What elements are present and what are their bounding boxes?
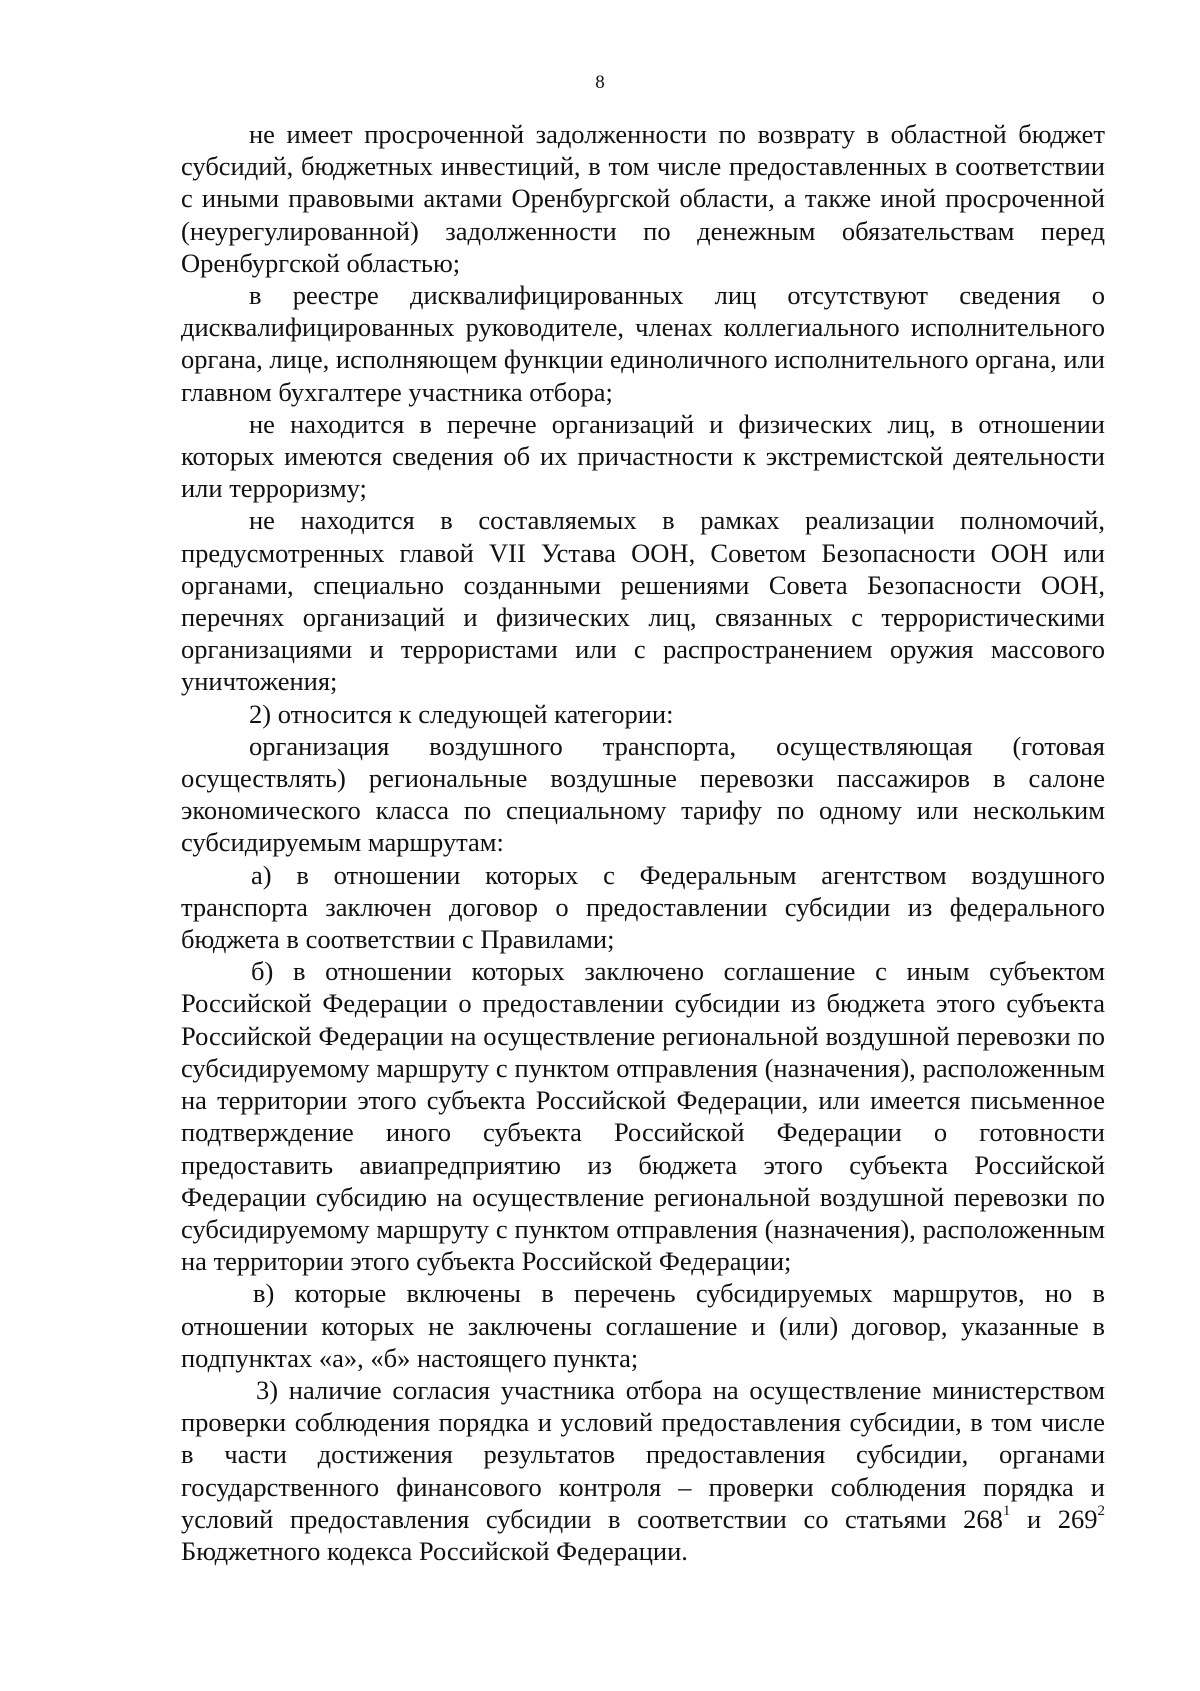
paragraph-item-3-consent — [181, 1374, 1105, 1567]
paragraph-subitem-v: в) которые включены в перечень субсидируемых маршрутов, но в отношении которых не заключены соглашение и (или) договор, указанные в подпунктах «а», «б» настоящего пункта; — [181, 1278, 1105, 1373]
paragraph-subitem-b: б) в отношении которых заключено соглашение с иным субъектом Российской Федерации о предоставлении субсидии из бюджета этого субъекта Российской Федерации на осуществление региональной воздушной перевозки по субсидируемому маршруту с пунктом отправления (назначения), расположенным на территории этого субъекта Российской Федерации, или имеется письменное подтверждение иного субъекта Российской Федерации о готовности предоставить авиапредприятию из бюджета этого субъекта Российской Федерации субсидию на осуществление региональной воздушной перевозки по субсидируемому маршруту с пунктом отправления (назначения), расположенным на территории этого субъекта Российской Федерации; — [181, 956, 1105, 1277]
item-3-text-start: 3) наличие согласия участника отбора на осуществление министерством проверки соблюдения порядка и условий предоставления субсидии, в том числе в части достижения результатов предоставления субсидии, органами государственного финансового контроля – проверки соблюдения порядка и условий предоставления субсидии в соответствии со статьями 268 — [181, 1374, 1105, 1534]
page-number: 8 — [595, 72, 605, 93]
paragraph-item-2-category: 2) относится к следующей категории: — [249, 698, 674, 729]
item-3-text-end: Бюджетного кодекса Российской Федерации. — [181, 1535, 688, 1566]
paragraph-air-transport-organization: организация воздушного транспорта, осуществляющая (готовая осуществлять) региональные воздушные перевозки пассажиров в салоне экономического класса по специальному тарифу по одному или нескольким субсидируемым маршрутам: — [181, 730, 1105, 858]
superscript-268: 1 — [1002, 1502, 1011, 1519]
paragraph-disqualified-registry: в реестре дисквалифицированных лиц отсутствуют сведения о дисквалифицированных руководителе, членах коллегиального исполнительного органа, лице, исполняющем функции единоличного исполнительного органа, или главном бухгалтере участника отбора; — [181, 280, 1105, 407]
document-body — [181, 118, 1105, 1567]
superscript-269: 2 — [1097, 1502, 1106, 1519]
paragraph-subitem-a: а) в отношении которых с Федеральным агентством воздушного транспорта заключен договор о предоставлении субсидии из федерального бюджета в соответствии с Правилами; — [181, 859, 1105, 955]
item-3-text-middle: и 269 — [1010, 1503, 1098, 1534]
paragraph-un-sanctions-list: не находится в составляемых в рамках реализации полномочий, предусмотренных главой VII Устава ООН, Советом Безопасности ООН или органами, специально созданными решениями Совета Безопасности ООН, перечнях организаций и физических лиц, связанных с террористическими организациями и террористами или с распространением оружия массового уничтожения; — [181, 505, 1105, 697]
paragraph-no-debt: не имеет просроченной задолженности по возврату в областной бюджет субсидий, бюджетных инвестиций, в том числе предоставленных в соответствии с иными правовыми актами Оренбургской области, а также иной просроченной (неурегулированной) задолженности по денежным обязательствам перед Оренбургской областью; — [181, 119, 1105, 278]
paragraph-extremism-list: не находится в перечне организаций и физических лиц, в отношении которых имеются сведения об их причастности к экстремистской деятельности или терроризму; — [181, 408, 1105, 504]
